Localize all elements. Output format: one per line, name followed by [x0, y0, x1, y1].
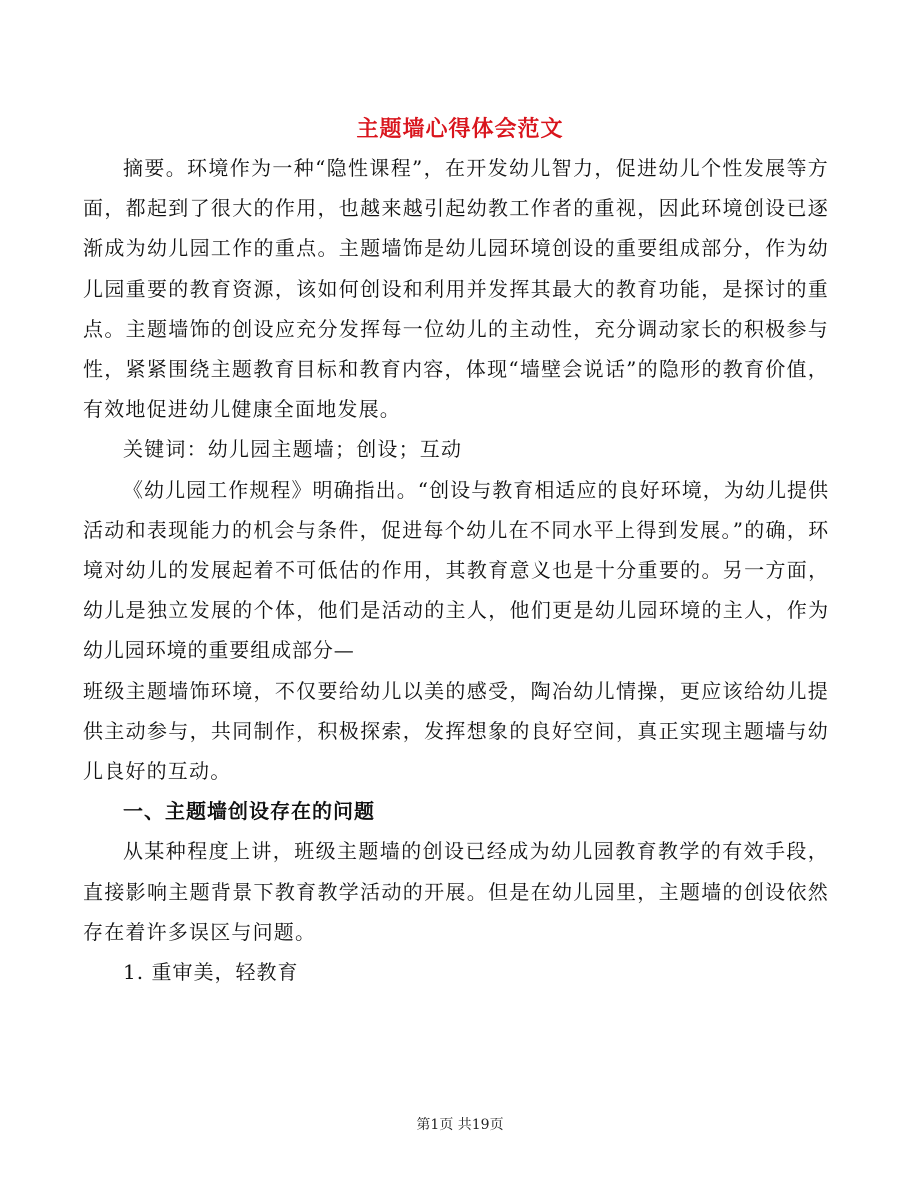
page-footer: 第1页 共19页	[416, 1117, 504, 1133]
abstract-paragraph: 摘要。环境作为一种“隐性课程”，在开发幼儿智力，促进幼儿个性发展等方面，都起到了很大的作用，也越来越引起幼教工作者的重视，因此环境创设已逐渐成为幼儿园工作的重点。主题墙饰是幼儿园环境创设的重要组成部分，作为幼儿园重要的教育资源，该如何创设和利用并发挥其最大的教育功能，是探讨的重点。主题墙饰的创设应充分发挥每一位幼儿的主动性，充分调动家长的积极参与性，紧紧围绕主题教育目标和教育内容，体现“墙壁会说话”的隐形的教育价值，有效地促进幼儿健康全面地发展。	[83, 156, 829, 422]
problem-paragraph: 从某种程度上讲，班级主题墙的创设已经成为幼儿园教育教学的有效手段，直接影响主题背景下教育教学活动的开展。但是在幼儿园里，主题墙的创设依然存在着许多误区与问题。	[83, 839, 829, 944]
theme-wall-paragraph: 班级主题墙饰环境，不仅要给幼儿以美的感受，陶冶幼儿情操，更应该给幼儿提供主动参与，共同制作，积极探索，发挥想象的良好空间，真正实现主题墙与幼儿良好的互动。	[83, 678, 829, 784]
subsection-heading: 1. 重审美，轻教育	[123, 960, 299, 985]
document-title: 主题墙心得体会范文	[356, 116, 564, 142]
regulation-paragraph: 《幼儿园工作规程》明确指出。“创设与教育相适应的良好环境，为幼儿提供活动和表现能力的机会与条件，促进每个幼儿在不同水平上得到发展。”的确，环境对幼儿的发展起着不可低估的作用，其教育意义也是十分重要的。另一方面，幼儿是独立发展的个体，他们是活动的主人，他们更是幼儿园环境的主人，作为幼儿园环境的重要组成部分—	[83, 477, 829, 663]
document-body	[83, 148, 829, 992]
section-heading: 一、主题墙创设存在的问题	[123, 799, 375, 824]
keywords-paragraph: 关键词：幼儿园主题墙；创设；互动	[123, 437, 463, 462]
